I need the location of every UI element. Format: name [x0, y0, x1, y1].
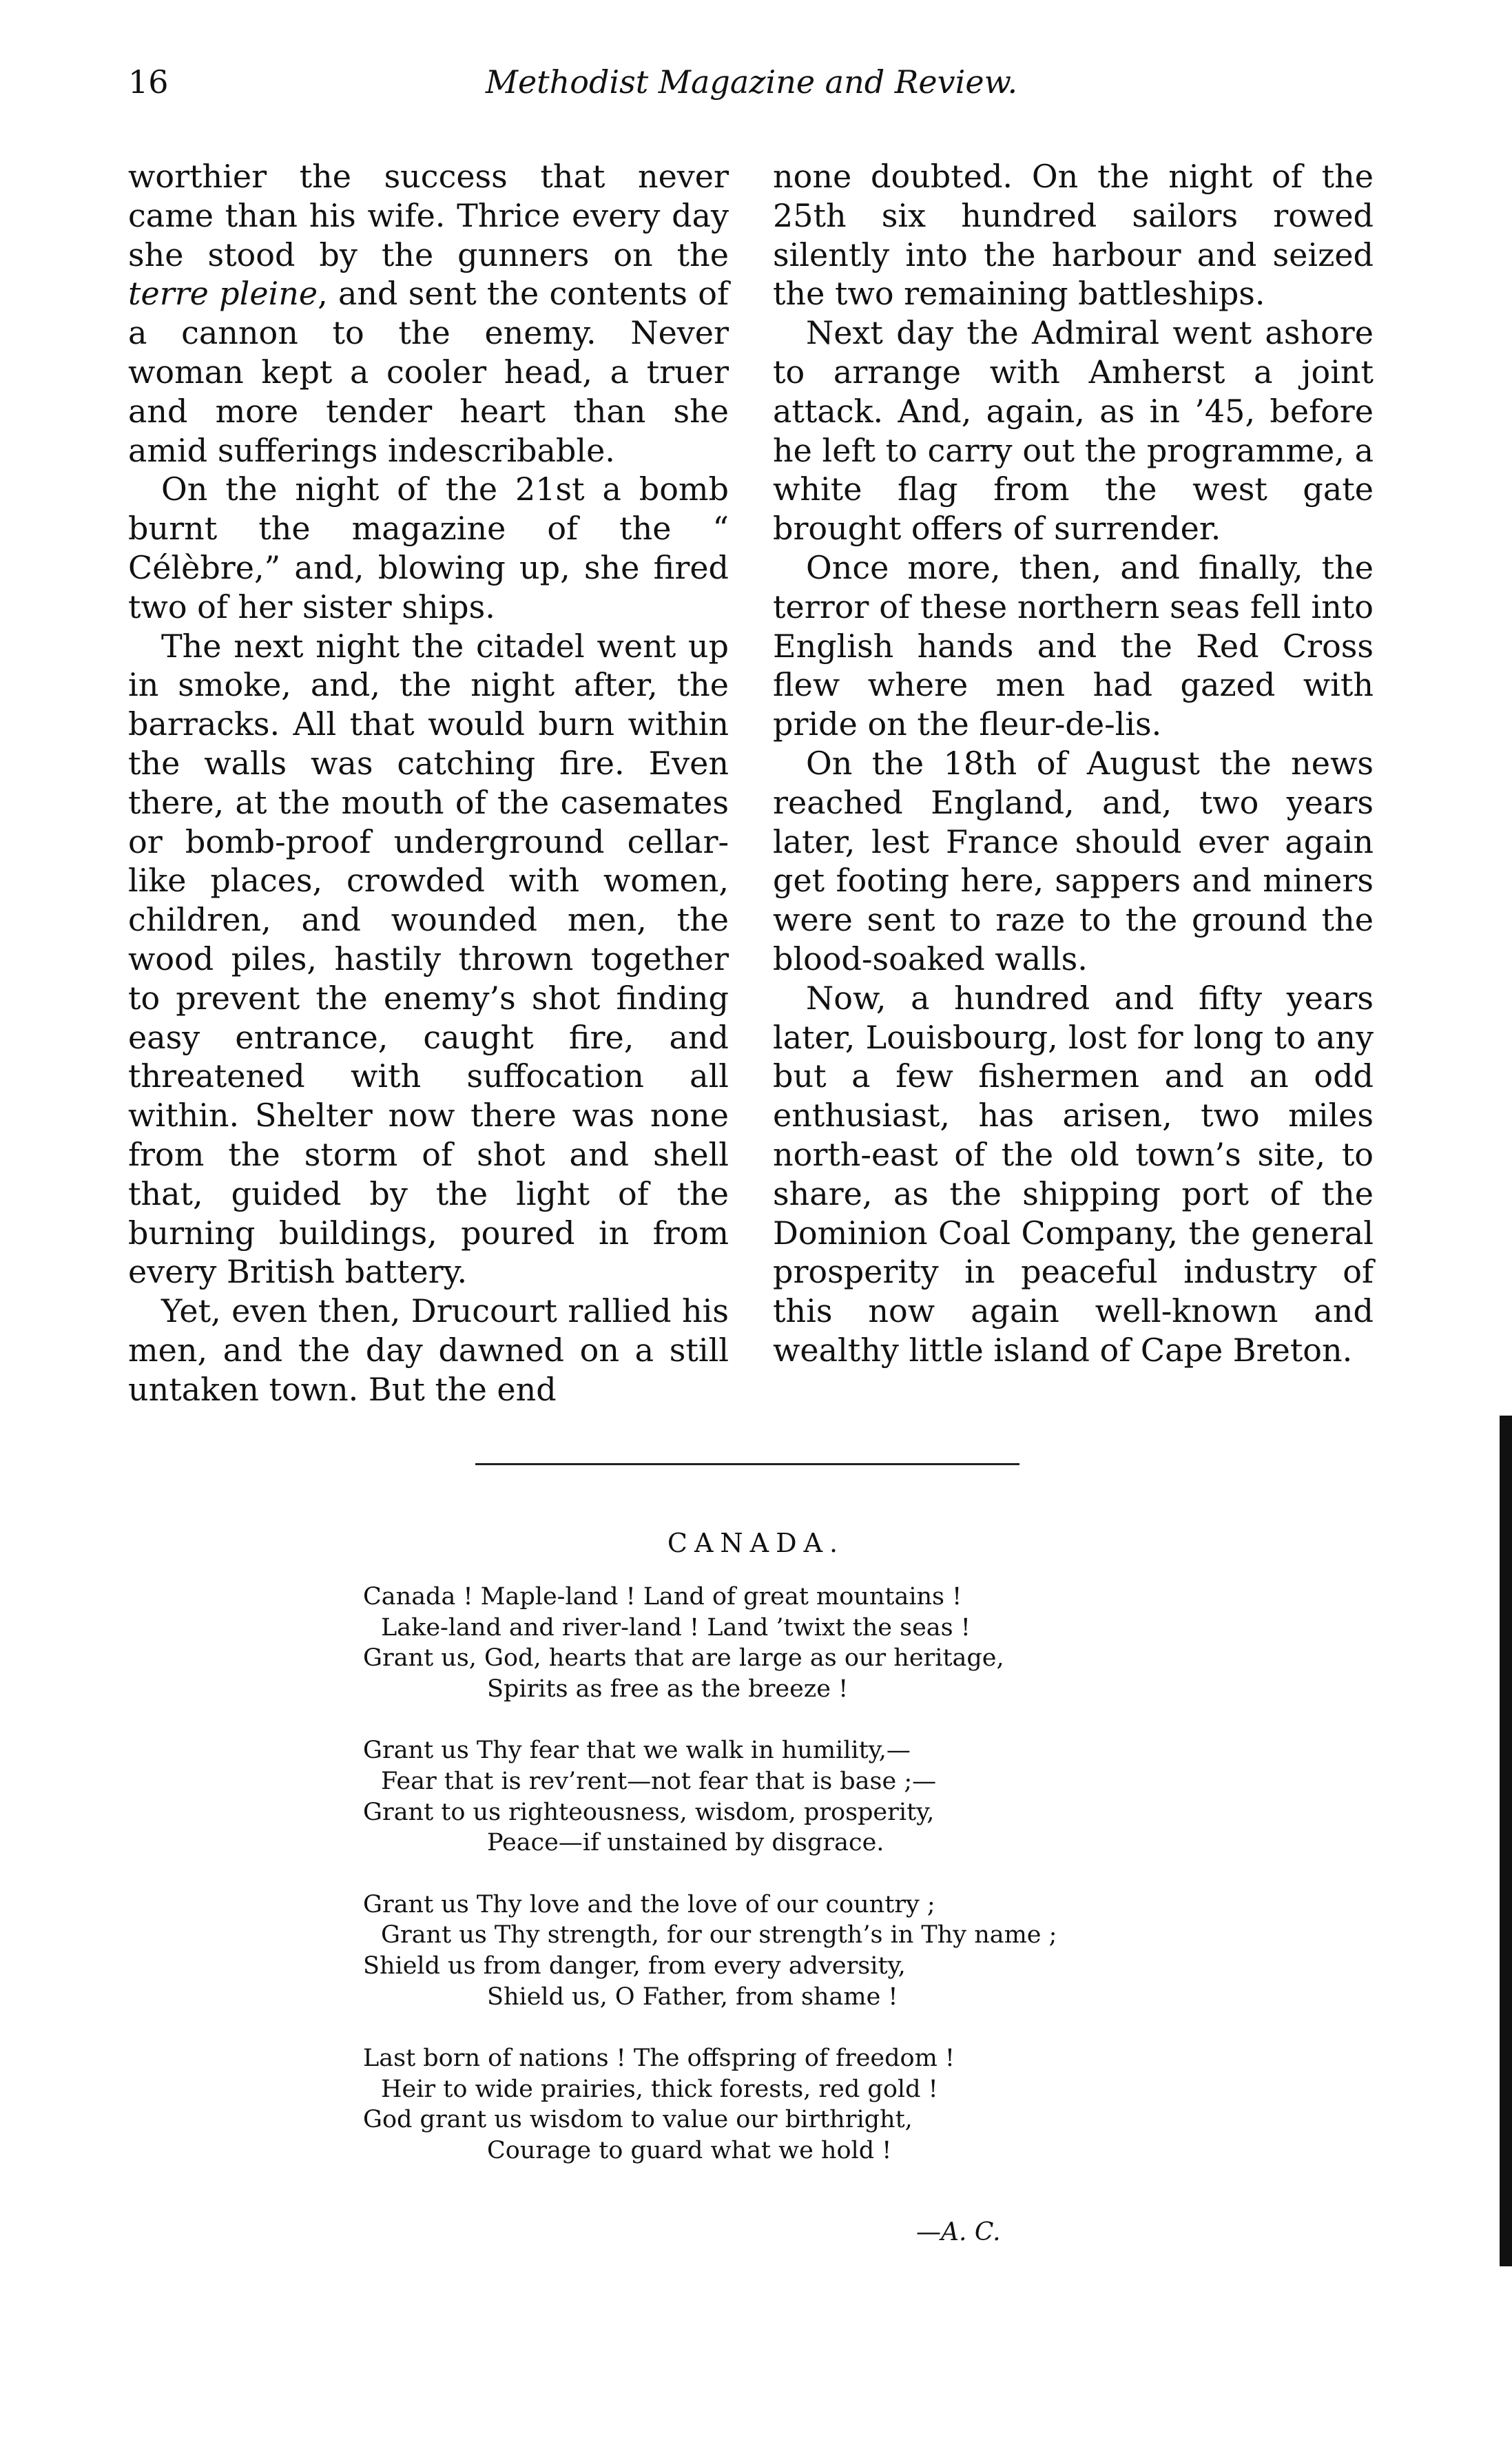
poem-stanza	[363, 2043, 1252, 2166]
poem-stanza	[363, 1890, 1252, 2012]
section-divider	[475, 1463, 1019, 1465]
poem-title: CANADA.	[667, 1528, 845, 1558]
page-header	[128, 63, 1375, 118]
page-number: 16	[128, 63, 169, 101]
poem-line: Canada ! Maple-land ! Land of great mountains !	[363, 1583, 962, 1611]
article-paragraph: Yet, even then, Drucourt rallied his men, and the day dawned on a still untaken town. But the end	[128, 1292, 729, 1408]
poem-signature: —A. C.	[916, 2218, 1001, 2246]
article-paragraph: worthier the success that never came than his wife. Thrice every day she stood by the gunners on the terre pleine, and sent the contents of a cannon to the enemy. Never woman kept a cooler head, a truer and more tender heart than she amid sufferings indescribable.	[128, 158, 729, 469]
article-right-column	[773, 157, 1374, 1370]
article-paragraph: The next night the citadel went up in smoke, and, the night after, the barracks. All that would burn within the walls was catching fire. Even there, at the mouth of the casemates or bomb-proof underground cellar-like places, crowded with women, children, and wounded men, the wood piles, hastily thrown together to prevent the enemy’s shot finding easy entrance, caught fire, and threatened with suffocation all within. Shelter now there was none from the storm of shot and shell that, guided by the light of the burning buildings, poured in from every British battery.	[128, 627, 729, 1291]
poem	[363, 1582, 1252, 2197]
poem-line: Heir to wide prairies, thick forests, red gold !	[381, 2075, 938, 2103]
poem-line: Grant us Thy fear that we walk in humility,—	[363, 1737, 911, 1765]
article-paragraph: Once more, then, and finally, the terror of these northern seas fell into English hands and the Red Cross flew where men had gazed with pride on the fleur-de-lis.	[773, 548, 1374, 743]
article-paragraph: Next day the Admiral went ashore to arrange with Amherst a joint attack. And, again, as in ’45, before he left to carry out the programme, a white flag from the west gate brought offers of surrender.	[773, 314, 1374, 548]
article-paragraph: Now, a hundred and fifty years later, Louisbourg, lost for long to any but a few fishermen and an odd enthusiast, has arisen, two miles north-east of the old town’s site, to share, as the shipping port of the Dominion Coal Company, the general prosperity in peaceful industry of this now again well-known and wealthy little island of Cape Breton.	[773, 979, 1374, 1369]
poem-line: Grant us Thy strength, for our strength’s in Thy name ;	[381, 1921, 1057, 1949]
poem-line: Spirits as free as the breeze !	[487, 1675, 849, 1703]
article-paragraph: none doubted. On the night of the 25th six hundred sailors rowed silently into the harbour and seized the two remaining battleships.	[773, 158, 1374, 313]
scan-edge-shadow	[1500, 1416, 1512, 2266]
poem-line: Peace—if unstained by disgrace.	[487, 1829, 884, 1857]
article-paragraph: On the night of the 21st a bomb burnt the magazine of the “ Célèbre,” and, blowing up, she fired two of her sister ships.	[128, 470, 729, 625]
running-title: Methodist Magazine and Review.	[485, 63, 1018, 101]
poem-line: Shield us from danger, from every adversity,	[363, 1952, 906, 1980]
poem-line: Grant us Thy love and the love of our country ;	[363, 1890, 935, 1918]
poem-line: Lake-land and river-land ! Land ’twixt the seas !	[381, 1613, 971, 1642]
italic-phrase: terre pleine	[128, 275, 318, 313]
poem-line: Shield us, O Father, from shame !	[487, 1983, 898, 2011]
poem-stanza	[363, 1582, 1252, 1704]
poem-line: Fear that is rev’rent—not fear that is base ;—	[381, 1767, 937, 1795]
poem-line: Grant us, God, hearts that are large as our heritage,	[363, 1644, 1004, 1673]
poem-line: Last born of nations ! The offspring of freedom !	[363, 2045, 955, 2073]
poem-line: Courage to guard what we hold !	[487, 2136, 892, 2164]
poem-stanza	[363, 1735, 1252, 1858]
article-left-column	[128, 157, 729, 1409]
poem-line: God grant us wisdom to value our birthright,	[363, 2106, 913, 2134]
article-paragraph: On the 18th of August the news reached England, and, two years later, lest France should ever again get footing here, sappers and miners were sent to raze to the ground the blood-soaked walls.	[773, 744, 1374, 977]
poem-line: Grant to us righteousness, wisdom, prosperity,	[363, 1798, 935, 1826]
